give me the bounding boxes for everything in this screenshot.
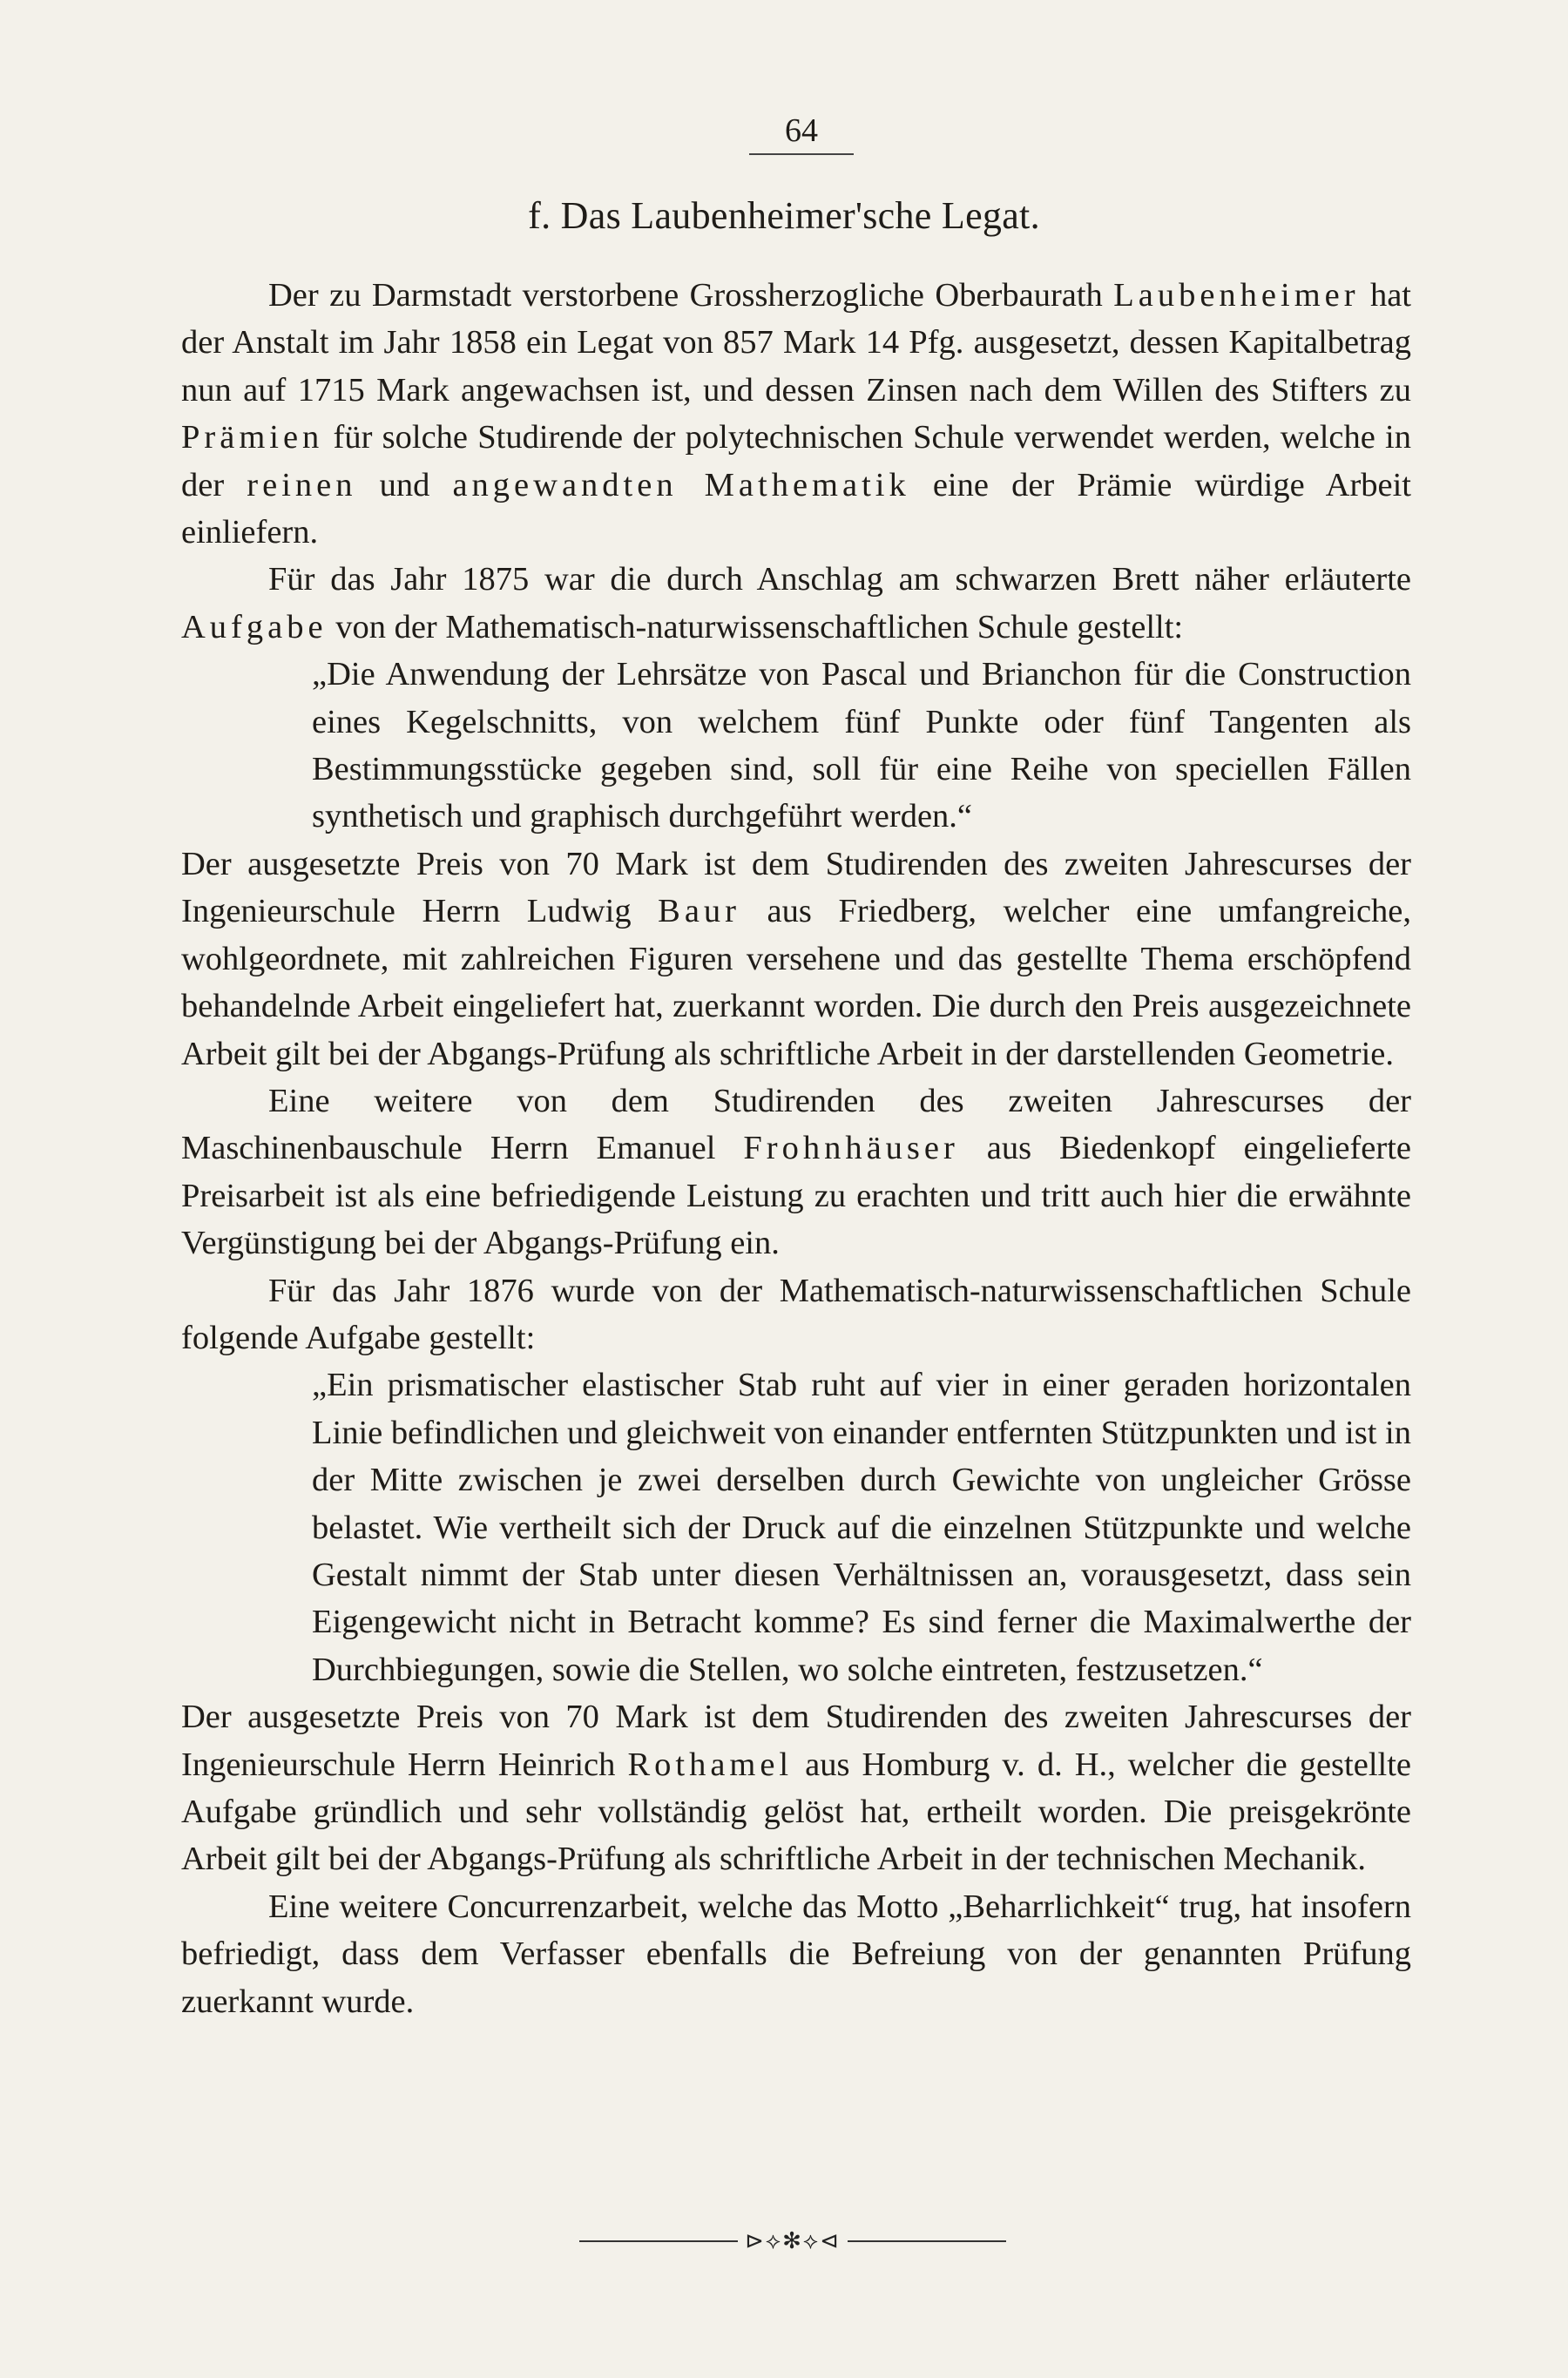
quote-task-1875: „Die Anwendung der Lehrsätze von Pascal und Brianchon für die Construction eines Kegelschnitts, von welchem fünf Punkte oder fünf Tangenten als Bestimmungsstücke gegeben sind, soll für eine Reihe von speciellen Fällen synthetisch und graphisch durchgeführt werden.“	[312, 656, 1411, 835]
body-text	[181, 272, 1411, 2025]
spaced-name-baur: Baur	[658, 893, 740, 930]
spaced-name-laubenheimer: Laubenheimer	[1113, 277, 1360, 314]
paragraph-prize-baur: Der ausgesetzte Preis von 70 Mark ist dem Studirenden des zweiten Jahrescurses der Ingenieurschule Herrn Ludwig Baur aus Friedberg, welcher eine umfangreiche, wohlgeordnete, mit zahlreichen Figuren versehene und das gestellte Thema erschöpfend behandelnde Arbeit eingeliefert hat, zuerkannt worden. Die durch den Preis ausgezeichnete Arbeit gilt bei der Abgangs-Prüfung als schriftliche Arbeit in der darstellenden Geometrie.	[181, 845, 1411, 1072]
divider-line-left	[579, 2240, 738, 2242]
section-divider	[579, 2228, 1006, 2254]
paragraph-concurrenzarbeit: Eine weitere Concurrenzarbeit, welche das Motto „Beharrlichkeit“ trug, hat insofern befriedigt, dass dem Verfasser ebenfalls die Befreiung von der genannten Prüfung zuerkannt wurde.	[181, 1888, 1411, 2020]
spaced-word-reinen: reinen	[247, 466, 357, 503]
spaced-word-praemien: Prämien	[181, 419, 324, 456]
divider-line-right	[848, 2240, 1006, 2242]
paragraph-frohnhaeuser: Eine weitere von dem Studirenden des zweiten Jahrescurses der Maschinenbauschule Herrn Emanuel Frohnhäuser aus Biedenkopf eingelieferte Preisarbeit ist als eine befriedigende Leistung zu erachten und tritt auch hier die erwähnte Vergünstigung bei der Abgangs-Prüfung ein.	[181, 1082, 1411, 1262]
paragraph-task-1875: Für das Jahr 1875 war die durch Anschlag am schwarzen Brett näher erläuterte Aufgabe von der Mathematisch-naturwissenschaftlichen Schule gestellt:	[181, 561, 1411, 645]
quote-task-1876: „Ein prismatischer elastischer Stab ruht auf vier in einer geraden horizontalen Linie befindlichen und gleichweit von einander entfernten Stützpunkten und ist in der Mitte zwischen je zwei derselben durch Gewichte von ungleicher Grösse belastet. Wie vertheilt sich der Druck auf die einzelnen Stützpunkte und welche Gestalt nimmt der Stab unter diesen Verhältnissen an, vorausgesetzt, dass sein Eigengewicht nicht in Betracht komme? Es sind ferner die Maximalwerthe der Durchbiegungen, sowie die Stellen, wo solche eintreten, festzusetzen.“	[312, 1367, 1411, 1688]
spaced-word-angewandten: angewandten Mathematik	[452, 466, 910, 503]
paragraph-prize-rothamel: Der ausgesetzte Preis von 70 Mark ist dem Studirenden des zweiten Jahrescurses der Ingenieurschule Herrn Heinrich Rothamel aus Homburg v. d. H., welcher die gestellte Aufgabe gründlich und sehr vollständig gelöst hat, ertheilt worden. Die preisgekrönte Arbeit gilt bei der Abgangs-Prüfung als schriftliche Arbeit in der technischen Mechanik.	[181, 1699, 1411, 1878]
paragraph-task-1876: Für das Jahr 1876 wurde von der Mathematisch-naturwissenschaftlichen Schule folgende Aufgabe gestellt:	[181, 1272, 1411, 1356]
paragraph-legat-origin: Der zu Darmstadt verstorbene Grossherzogliche Oberbaurath Laubenheimer hat der Anstalt im Jahr 1858 ein Legat von 857 Mark 14 Pfg. ausgesetzt, dessen Kapitalbetrag nun auf 1715 Mark angewachsen ist, und dessen Zinsen nach dem Willen des Stifters zu Prämien für solche Studirende der polytechnischen Schule verwendet werden, welche in der reinen und angewandten Mathematik eine der Prämie würdige Arbeit einliefern.	[181, 277, 1411, 551]
page-number: 64	[749, 111, 854, 155]
ornament-icon: ⊳⟡✻⟡⊲	[745, 2227, 841, 2253]
spaced-name-rothamel: Rothamel	[627, 1746, 794, 1783]
spaced-name-frohnhaeuser: Frohnhäuser	[743, 1130, 959, 1167]
spaced-word-aufgabe: Aufgabe	[181, 608, 328, 645]
section-title: f. Das Laubenheimer'sche Legat.	[528, 194, 1040, 237]
